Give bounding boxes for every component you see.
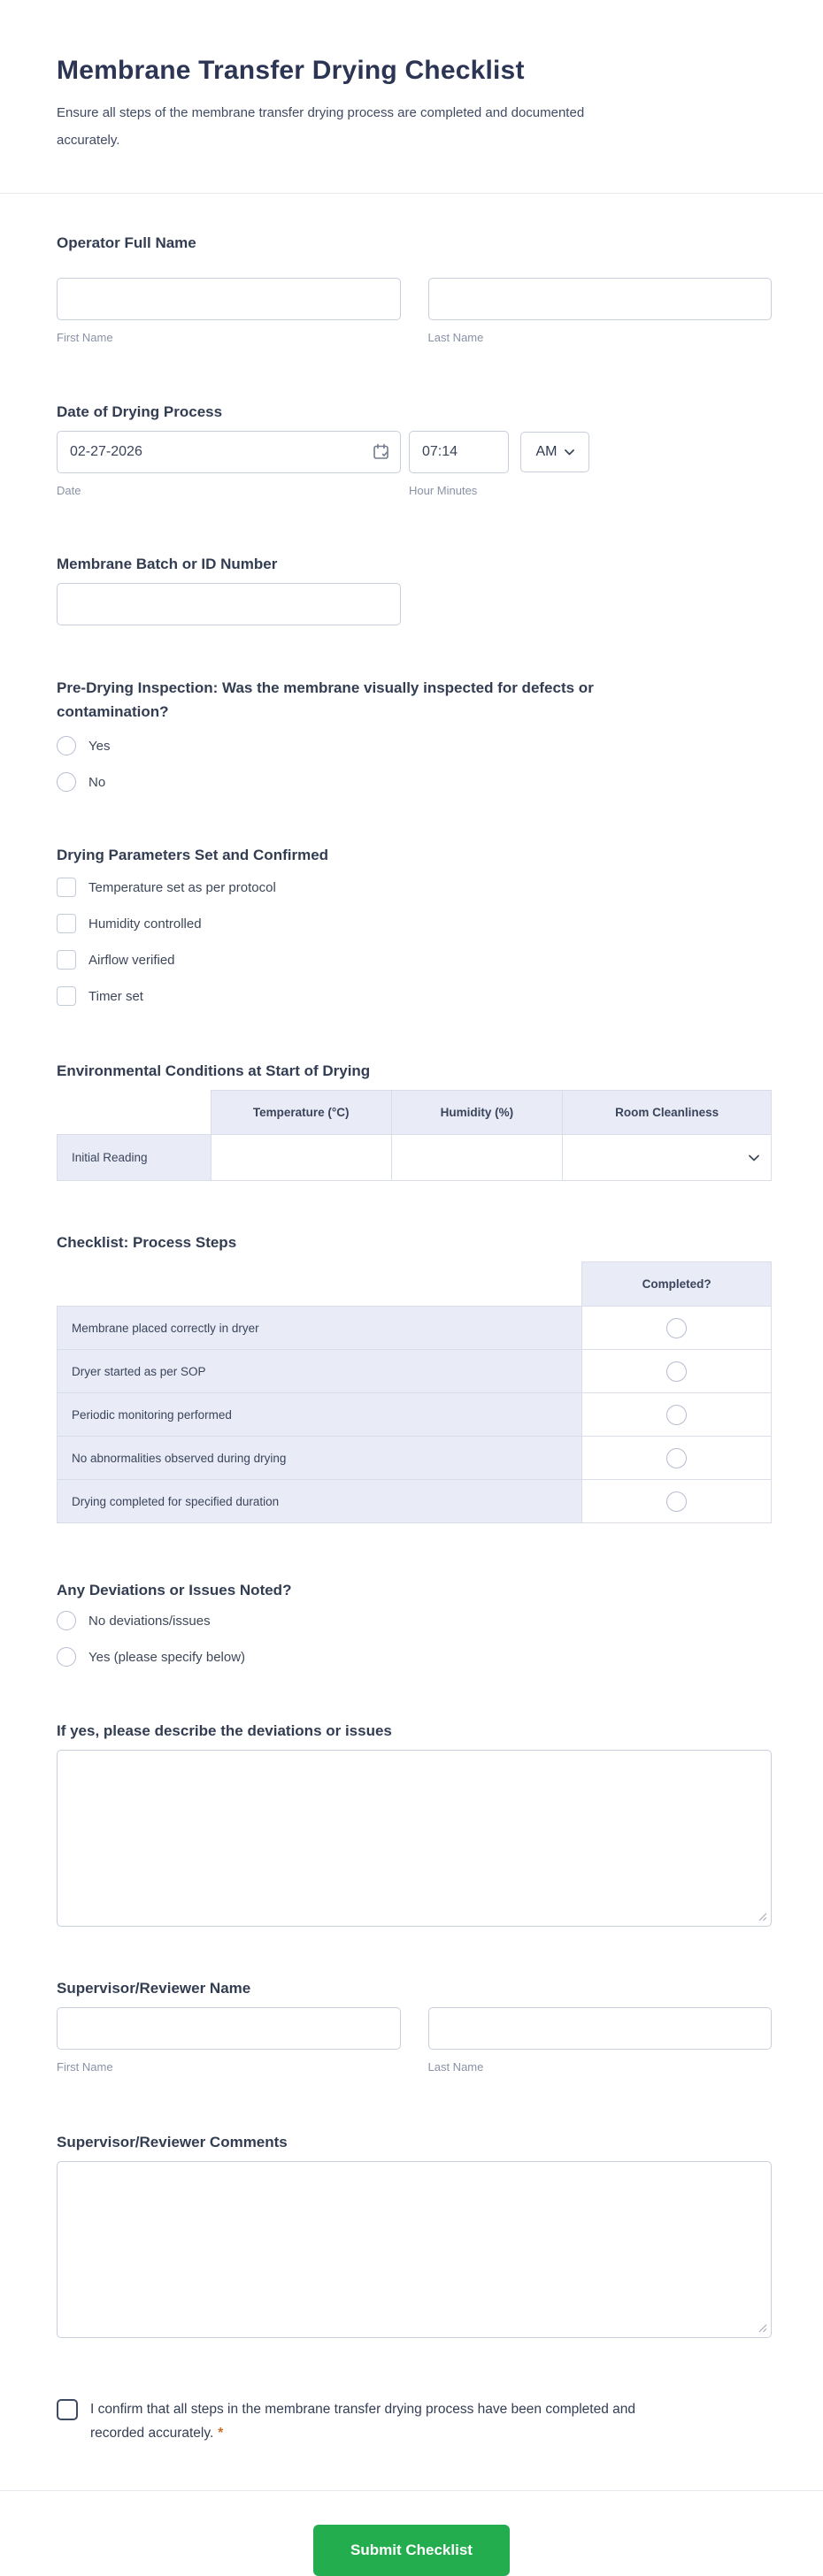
date-field-wrap <box>57 431 401 473</box>
question-operator-name <box>57 231 772 344</box>
process-steps-label: Checklist: Process Steps <box>57 1234 237 1251</box>
supervisor-comments-wrap <box>57 2161 772 2338</box>
supervisor-last-name-input[interactable] <box>428 2007 773 2050</box>
question-drying-date <box>57 400 772 497</box>
operator-last-name-input[interactable] <box>428 278 773 320</box>
parameters-label: Drying Parameters Set and Confirmed <box>57 847 329 863</box>
environment-col-humidity: Humidity (%) <box>391 1091 563 1135</box>
parameter-option-airflow[interactable] <box>57 950 772 970</box>
radio-icon[interactable] <box>57 736 76 755</box>
confirmation-text <box>90 2397 674 2445</box>
question-supervisor-comments <box>57 2130 772 2338</box>
chevron-down-icon <box>749 1154 759 1162</box>
process-step-completed-cell[interactable] <box>582 1350 772 1393</box>
process-steps-table <box>57 1261 772 1523</box>
operator-first-col <box>57 271 401 344</box>
resize-grip-icon[interactable] <box>758 2324 767 2333</box>
deviations-option-no-label: No deviations/issues <box>88 1613 211 1629</box>
question-batch <box>57 552 772 625</box>
question-supervisor-name <box>57 1976 772 2074</box>
operator-first-name-input[interactable] <box>57 278 401 320</box>
question-process-steps <box>57 1230 772 1523</box>
operator-name-row <box>57 271 772 344</box>
parameter-option-temperature-label: Temperature set as per protocol <box>88 879 276 895</box>
question-environment <box>57 1059 772 1181</box>
supervisor-name-label: Supervisor/Reviewer Name <box>57 1980 251 1997</box>
supervisor-name-row <box>57 2007 772 2074</box>
supervisor-last-col <box>428 2007 773 2074</box>
process-step-label: No abnormalities observed during drying <box>58 1437 582 1480</box>
drying-date-row <box>57 431 772 473</box>
deviations-option-yes-label: Yes (please specify below) <box>88 1649 246 1665</box>
checkbox-icon[interactable] <box>57 914 76 933</box>
checkbox-icon[interactable] <box>57 950 76 970</box>
parameter-option-timer-label: Timer set <box>88 988 143 1004</box>
environment-corner-cell <box>58 1091 212 1135</box>
batch-input[interactable] <box>57 583 401 625</box>
process-step-completed-cell[interactable] <box>582 1393 772 1437</box>
deviation-details-wrap <box>57 1750 772 1927</box>
submit-button[interactable]: Submit Checklist <box>313 2525 510 2576</box>
required-asterisk: * <box>218 2426 224 2441</box>
operator-first-name-sublabel: First Name <box>57 331 113 344</box>
time-input[interactable] <box>409 431 509 473</box>
process-steps-col-completed: Completed? <box>582 1262 772 1307</box>
deviations-option-no[interactable] <box>57 1611 772 1630</box>
supervisor-last-name-sublabel: Last Name <box>427 2060 484 2074</box>
parameter-option-airflow-label: Airflow verified <box>88 952 175 968</box>
supervisor-first-name-input[interactable] <box>57 2007 401 2050</box>
page-title: Membrane Transfer Drying Checklist <box>57 56 525 85</box>
question-inspection <box>57 676 772 792</box>
process-steps-header-row <box>58 1262 772 1307</box>
inspection-label: Pre-Drying Inspection: Was the membrane visually inspected for defects or contamination? <box>57 679 594 720</box>
batch-label: Membrane Batch or ID Number <box>57 556 278 572</box>
confirmation-label: I confirm that all steps in the membrane transfer drying process have been completed and recorded accurately. <box>90 2402 636 2441</box>
parameter-option-temperature[interactable] <box>57 878 772 897</box>
process-step-completed-cell[interactable] <box>582 1437 772 1480</box>
date-sublabel: Date <box>57 484 81 497</box>
question-parameters <box>57 843 772 1006</box>
form-body <box>0 194 823 2490</box>
confirmation-checkbox[interactable] <box>57 2399 78 2420</box>
time-sublabel: Hour Minutes <box>409 484 478 497</box>
radio-icon[interactable] <box>666 1491 687 1512</box>
environment-label: Environmental Conditions at Start of Drying <box>57 1062 371 1079</box>
supervisor-first-name-sublabel: First Name <box>57 2060 113 2074</box>
deviations-label: Any Deviations or Issues Noted? <box>57 1582 292 1598</box>
radio-icon[interactable] <box>666 1448 687 1468</box>
parameter-option-humidity-label: Humidity controlled <box>88 916 202 932</box>
checkbox-icon[interactable] <box>57 878 76 897</box>
process-step-label: Drying completed for specified duration <box>58 1480 582 1523</box>
environment-table <box>57 1090 772 1181</box>
radio-icon[interactable] <box>57 1611 76 1630</box>
table-row <box>58 1350 772 1393</box>
table-row <box>58 1437 772 1480</box>
table-row <box>58 1307 772 1350</box>
drying-date-label: Date of Drying Process <box>57 403 223 420</box>
process-step-completed-cell[interactable] <box>582 1480 772 1523</box>
form-footer <box>0 2490 823 2576</box>
deviation-details-label: If yes, please describe the deviations or issues <box>57 1722 392 1739</box>
meridiem-value: AM <box>535 444 558 459</box>
radio-icon[interactable] <box>666 1405 687 1425</box>
operator-last-name-sublabel: Last Name <box>427 331 484 344</box>
chevron-down-icon <box>565 449 574 456</box>
environment-row-initial <box>58 1135 772 1181</box>
supervisor-comments-label: Supervisor/Reviewer Comments <box>57 2134 288 2150</box>
form-header <box>0 0 823 194</box>
inspection-option-no-label: No <box>88 774 106 790</box>
environment-col-temperature: Temperature (°C) <box>211 1091 391 1135</box>
parameters-options <box>57 878 772 1006</box>
environment-temperature-cell[interactable] <box>211 1135 391 1181</box>
process-step-label: Dryer started as per SOP <box>58 1350 582 1393</box>
operator-name-label: Operator Full Name <box>57 234 196 251</box>
process-step-completed-cell[interactable] <box>582 1307 772 1350</box>
table-row <box>58 1480 772 1523</box>
resize-grip-icon[interactable] <box>758 1913 767 1921</box>
inspection-options <box>57 736 772 792</box>
environment-header-row <box>58 1091 772 1135</box>
process-steps-corner-cell <box>58 1262 582 1307</box>
date-input[interactable] <box>57 431 401 473</box>
parameter-option-timer[interactable] <box>57 986 772 1006</box>
supervisor-first-col <box>57 2007 401 2074</box>
radio-icon[interactable] <box>57 1647 76 1667</box>
checkbox-icon[interactable] <box>57 986 76 1006</box>
radio-icon[interactable] <box>666 1318 687 1338</box>
inspection-option-yes[interactable] <box>57 736 772 755</box>
environment-cleanliness-select[interactable] <box>563 1135 772 1181</box>
table-row <box>58 1393 772 1437</box>
radio-icon[interactable] <box>57 772 76 792</box>
inspection-option-no[interactable] <box>57 772 772 792</box>
question-deviation-details <box>57 1719 772 1927</box>
environment-col-cleanliness: Room Cleanliness <box>563 1091 772 1135</box>
supervisor-comments-textarea[interactable] <box>57 2161 772 2338</box>
deviations-options <box>57 1611 772 1667</box>
question-deviations <box>57 1578 772 1667</box>
parameter-option-humidity[interactable] <box>57 914 772 933</box>
inspection-option-yes-label: Yes <box>88 738 111 754</box>
operator-last-col <box>428 271 773 344</box>
meridiem-select[interactable] <box>520 432 589 472</box>
deviations-option-yes[interactable] <box>57 1647 772 1667</box>
process-step-label: Periodic monitoring performed <box>58 1393 582 1437</box>
confirmation-row[interactable] <box>57 2397 772 2445</box>
deviation-details-textarea[interactable] <box>57 1750 772 1927</box>
environment-row-label: Initial Reading <box>58 1135 212 1181</box>
process-step-label: Membrane placed correctly in dryer <box>58 1307 582 1350</box>
environment-humidity-cell[interactable] <box>391 1135 563 1181</box>
page-subtitle: Ensure all steps of the membrane transfer drying process are completed and documented accurately. <box>57 105 585 148</box>
radio-icon[interactable] <box>666 1361 687 1382</box>
drying-date-sublabels <box>57 484 772 497</box>
calendar-icon[interactable] <box>372 442 390 461</box>
